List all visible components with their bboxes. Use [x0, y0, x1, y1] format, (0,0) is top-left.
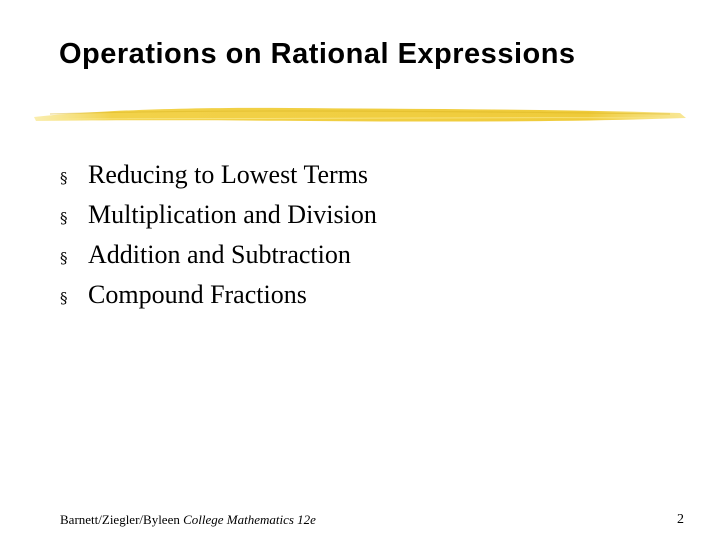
- slide-title: Operations on Rational Expressions: [59, 38, 576, 70]
- bullet-item: [60, 200, 377, 240]
- bullet-text: Addition and Subtraction: [88, 240, 351, 269]
- page-number: 2: [677, 512, 684, 527]
- bullet-text: Compound Fractions: [88, 280, 307, 309]
- bullet-text: Reducing to Lowest Terms: [88, 160, 369, 189]
- bullet-item: [60, 280, 377, 320]
- bullet-item: [60, 240, 377, 280]
- bullet-marker-icon: §: [60, 289, 68, 307]
- bullet-marker-icon: §: [60, 249, 68, 267]
- footer-citation: [60, 512, 316, 528]
- footer-book-title: College Mathematics 12e: [183, 512, 316, 527]
- footer-authors: Barnett/Ziegler/Byleen: [60, 512, 180, 527]
- bullet-list: [60, 160, 377, 320]
- bullet-marker-icon: §: [60, 209, 68, 227]
- bullet-item: [60, 160, 377, 200]
- bullet-marker-icon: §: [60, 169, 68, 187]
- bullet-text: Multiplication and Division: [88, 200, 377, 229]
- title-underline-brushstroke: [30, 100, 690, 130]
